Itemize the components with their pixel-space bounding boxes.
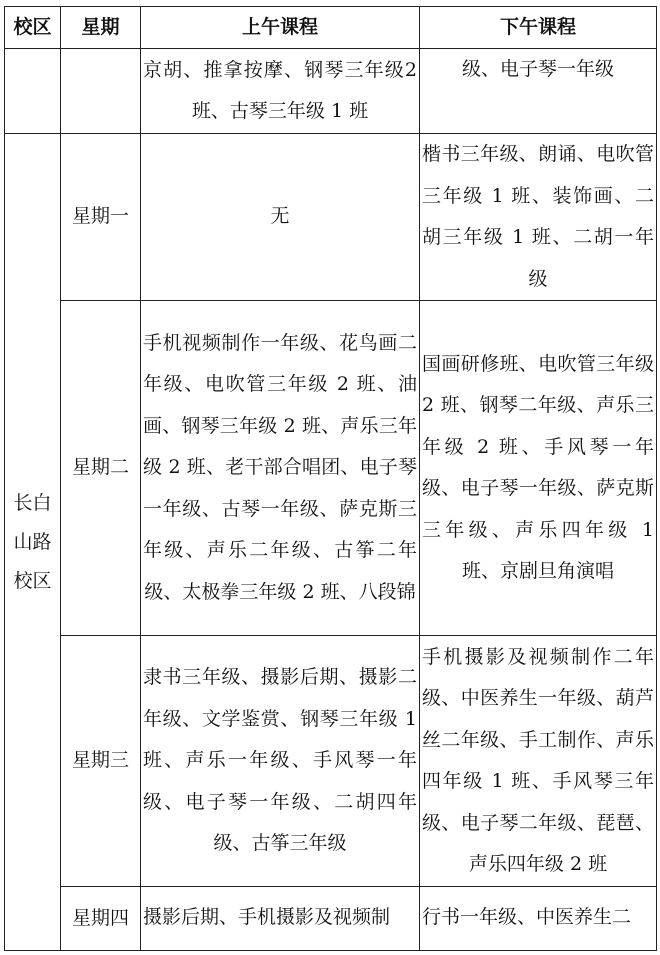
table-row — [5, 887, 657, 951]
weekday-cell: 星期三 — [61, 636, 141, 887]
header-campus: 校区 — [5, 7, 61, 49]
morning-courses-cell: 隶书三年级、摄影后期、摄影二年级、文学鉴赏、钢琴三年级 1 班、声乐一年级、手风琴一年级、电子琴一年级、二胡四年级、古筝三年级 — [141, 636, 420, 887]
campus-name-line: 校区 — [13, 569, 52, 592]
weekday-cell: 星期二 — [61, 301, 141, 636]
afternoon-courses-cell: 楷书三年级、朗诵、电吹管三年级 1 班、装饰画、二胡三年级 1 班、二胡一年级 — [420, 134, 657, 301]
afternoon-courses-cell: 国画研修班、电吹管三年级 2 班、钢琴二年级、声乐三年级 2 班、手风琴一年级、电子琴一年级、萨克斯三年级、声乐四年级 1 班、京剧旦角演唱 — [420, 301, 657, 636]
weekday-cell — [61, 49, 141, 134]
morning-courses-cell: 京胡、推拿按摩、钢琴三年级2 班、古琴三年级 1 班 — [141, 49, 420, 134]
table-row — [5, 301, 657, 636]
weekday-cell: 星期一 — [61, 134, 141, 301]
table-row — [5, 49, 657, 134]
campus-cell — [5, 134, 61, 951]
morning-courses-cell: 无 — [141, 134, 420, 301]
table-row — [5, 134, 657, 301]
campus-cell-continued — [5, 49, 61, 134]
campus-name-line: 长白 — [13, 491, 52, 514]
header-weekday: 星期 — [61, 7, 141, 49]
weekday-cell: 星期四 — [61, 887, 141, 951]
campus-name-line: 山路 — [13, 530, 52, 553]
table-header-row — [5, 7, 657, 49]
table-row — [5, 636, 657, 887]
morning-courses-cell: 手机视频制作一年级、花鸟画二年级、电吹管三年级 2 班、油画、钢琴三年级 2 班、声乐三年级 2 班、老干部合唱团、电子琴一年级、古琴一年级、萨克斯三年级、声乐二年级、古筝二年级、太极拳三年级 2 班、八段锦 — [141, 301, 420, 636]
afternoon-courses-cell: 级、电子琴一年级 — [420, 49, 657, 134]
course-schedule-table — [4, 6, 657, 951]
morning-courses-cell: 摄影后期、手机摄影及视频制 — [141, 887, 420, 951]
afternoon-courses-cell: 手机摄影及视频制作二年级、中医养生一年级、葫芦丝二年级、手工制作、声乐四年级 1 班、手风琴三年级、电子琴二年级、琵琶、声乐四年级 2 班 — [420, 636, 657, 887]
header-morning: 上午课程 — [141, 7, 420, 49]
afternoon-courses-cell: 行书一年级、中医养生二 — [420, 887, 657, 951]
header-afternoon: 下午课程 — [420, 7, 657, 49]
